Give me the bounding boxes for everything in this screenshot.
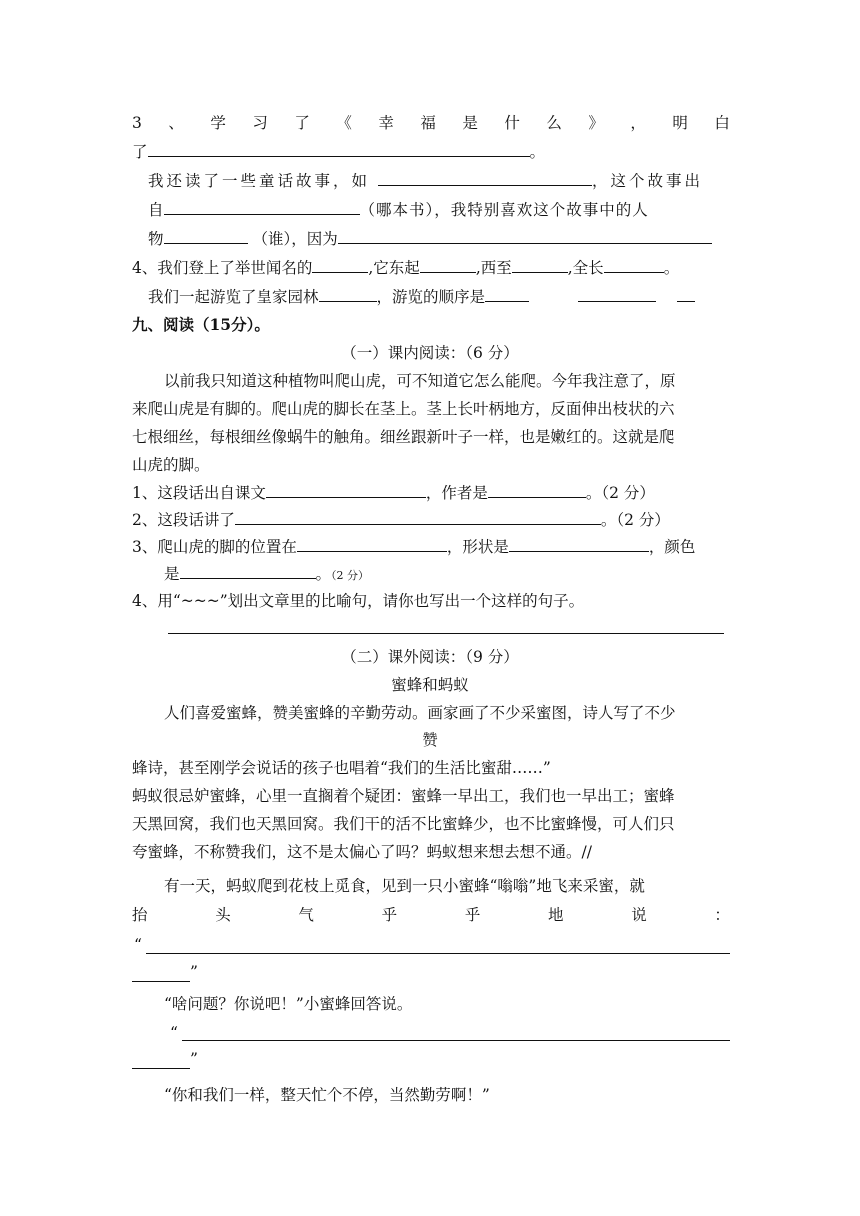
q1-text-c: 。（2 分）	[585, 484, 655, 502]
reading2-dialogue-line: “啥问题？你说吧！”小蜜蜂回答说。	[164, 995, 413, 1013]
reading2-p7-char: 地	[548, 906, 564, 924]
q3b-text-d: （哪本书），我特别喜欢这个故事中的人	[359, 201, 649, 219]
reading2-dialogue-line: “你和我们一样，整天忙个不停，当然勤劳啊！”	[164, 1086, 490, 1104]
reading1-question-2	[132, 508, 670, 530]
story-title: 蜜蜂和蚂蚁	[391, 676, 469, 694]
q3-char: 福	[420, 114, 436, 132]
open-quote: “	[170, 1024, 178, 1042]
q3-line2-start: 了	[132, 143, 148, 161]
q3-char: 》	[588, 114, 604, 132]
answer-line[interactable]	[182, 1040, 730, 1041]
reading1-title: （一）课内阅读：（6 分）	[341, 344, 519, 362]
q3b-line1	[148, 169, 703, 191]
q4-line1	[132, 256, 679, 278]
q4-text-e: 。	[663, 259, 680, 277]
q3-text-c: ，颜色	[648, 538, 696, 556]
q3-line2	[132, 140, 545, 162]
q4-text-b: ,它东起	[368, 259, 420, 277]
open-quote: “	[134, 936, 142, 954]
answer-blank[interactable]	[319, 285, 377, 302]
reading2-paragraph-line: 人们喜爱蜜蜂，赞美蜜蜂的辛勤劳动。画家画了不少采蜜图，诗人写了不少	[164, 704, 676, 722]
q2-text-b: 。（2 分）	[600, 511, 670, 529]
q3-char: 什	[504, 114, 520, 132]
answer-blank[interactable]	[164, 198, 360, 215]
q3-line2-end: 。	[529, 143, 546, 161]
answer-blank[interactable]	[604, 256, 664, 273]
reading2-p7-char: 乎	[464, 906, 481, 924]
reading2-paragraph-line: 蜂诗，甚至刚学会说话的孩子也唱着“我们的生活比蜜甜……”	[132, 759, 551, 777]
q3-char: 、	[168, 114, 184, 132]
answer-blank[interactable]	[180, 562, 316, 579]
reading2-p7-char: ：	[714, 906, 730, 924]
q3-char: 么	[546, 114, 562, 132]
answer-blank[interactable]	[148, 140, 530, 157]
close-quote: ”	[190, 963, 198, 981]
reading1-question-3	[132, 535, 695, 557]
q3-char: 习	[252, 114, 268, 132]
reading2-paragraph-line: 有一天，蚂蚁爬到花枝上觅食，见到一只小蜜蜂“嗡嗡”地飞来采蜜，就	[164, 877, 645, 895]
q4-text-d: ,全长	[567, 259, 604, 277]
q3b-line3	[148, 227, 712, 249]
reading2-paragraph-line: 蚂蚁很忌妒蜜蜂，心里一直搁着个疑团：蜜蜂一早出工，我们也一早出工；蜜蜂	[132, 787, 675, 805]
q3-char: ，	[630, 114, 646, 132]
q3b-text-a: 我还读了一些童话故事，如	[148, 172, 371, 190]
reading2-p7-char: 说	[631, 906, 647, 924]
reading1-question-3-cont	[164, 562, 369, 584]
q3-char: 白	[714, 114, 730, 132]
answer-line[interactable]	[132, 981, 190, 982]
q3-text-a: 3、爬山虎的脚的位置在	[132, 538, 297, 556]
answer-blank[interactable]	[509, 535, 649, 552]
q4-text-g: ，游览的顺序是	[376, 288, 486, 306]
answer-line[interactable]	[146, 953, 730, 954]
q1-text-b: ，作者是	[425, 484, 488, 502]
answer-blank[interactable]	[297, 535, 447, 552]
q3-text-e: 。	[315, 565, 332, 583]
reading2-paragraph-wrap: 赞	[422, 731, 438, 749]
reading2-paragraph-line: 天黑回窝，我们也天黑回窝。我们干的活不比蜜蜂少，也不比蜜蜂慢，可人们只	[132, 815, 675, 833]
reading1-paragraph-line: 山虎的脚。	[132, 456, 210, 474]
q3b-text-f: （谁），因为	[252, 230, 338, 248]
q3b-text-e: 物	[148, 230, 164, 248]
reading1-paragraph-line: 以前我只知道这种植物叫爬山虎，可不知道它怎么能爬。今年我注意了，原	[164, 372, 676, 390]
reading1-question-1	[132, 481, 655, 503]
q3-char: 幸	[378, 114, 394, 132]
q3b-line2	[148, 198, 649, 220]
q2-text-a: 2、这段话讲了	[132, 511, 235, 529]
q1-text-a: 1、这段话出自课文	[132, 484, 266, 502]
reading2-p7-char: 气	[298, 906, 314, 924]
answer-blank[interactable]	[488, 481, 586, 498]
reading2-p7-char: 抬	[132, 906, 148, 924]
answer-blank[interactable]	[266, 481, 426, 498]
q3-char: 明	[672, 114, 688, 132]
q3b-text-c: 自	[148, 201, 164, 219]
close-quote: ”	[190, 1050, 198, 1068]
answer-blank[interactable]	[485, 285, 529, 302]
q4-line2	[148, 285, 695, 307]
answer-blank[interactable]	[578, 285, 656, 302]
answer-blank[interactable]	[338, 227, 712, 244]
q4-text-f: 我们一起游览了皇家园林	[148, 288, 319, 306]
answer-blank[interactable]	[378, 169, 592, 186]
reading2-p7-char: 头	[215, 906, 231, 924]
q3-score: （2 分）	[331, 569, 370, 582]
q4-text-a: 4、我们登上了举世闻名的	[132, 259, 313, 277]
answer-blank[interactable]	[164, 227, 248, 244]
q3-text-b: ，形状是	[446, 538, 509, 556]
reading2-spread-line	[132, 904, 730, 926]
answer-blank[interactable]	[235, 508, 601, 525]
q3-text-d: 是	[164, 565, 180, 583]
q3b-text-b: ，这个故事出	[591, 172, 703, 190]
q3-char: 《	[336, 114, 352, 132]
reading1-question-4: 4、用“~~~”划出文章里的比喻句，请你也写出一个这样的句子。	[132, 592, 585, 610]
answer-blank[interactable]	[512, 256, 568, 273]
answer-line[interactable]	[168, 633, 724, 634]
answer-blank[interactable]	[420, 256, 476, 273]
section-9-title: 九、阅读（15分）。	[132, 315, 270, 334]
answer-blank[interactable]	[677, 285, 695, 302]
reading1-paragraph-line: 七根细丝，每根细丝像蜗牛的触角。细丝跟新叶子一样，也是嫩红的。这就是爬	[132, 428, 675, 446]
q3-char: 了	[294, 114, 310, 132]
q4-text-c: ,西至	[475, 259, 512, 277]
q3-char: 是	[462, 114, 478, 132]
q3-char: 学	[210, 114, 226, 132]
reading1-paragraph-line: 来爬山虎是有脚的。爬山虎的脚长在茎上。茎上长叶柄地方，反面伸出枝状的六	[132, 400, 675, 418]
q3-spread-line	[132, 112, 730, 134]
reading2-paragraph-line: 夸蜜蜂，不称赞我们，这不是太偏心了吗？蚂蚁想来想去想不通。//	[132, 843, 592, 861]
answer-line[interactable]	[132, 1068, 190, 1069]
reading2-p7-char: 乎	[381, 906, 398, 924]
reading2-title: （二）课外阅读：（9 分）	[341, 648, 519, 666]
answer-blank[interactable]	[312, 256, 368, 273]
q3-char: 3	[132, 114, 142, 132]
